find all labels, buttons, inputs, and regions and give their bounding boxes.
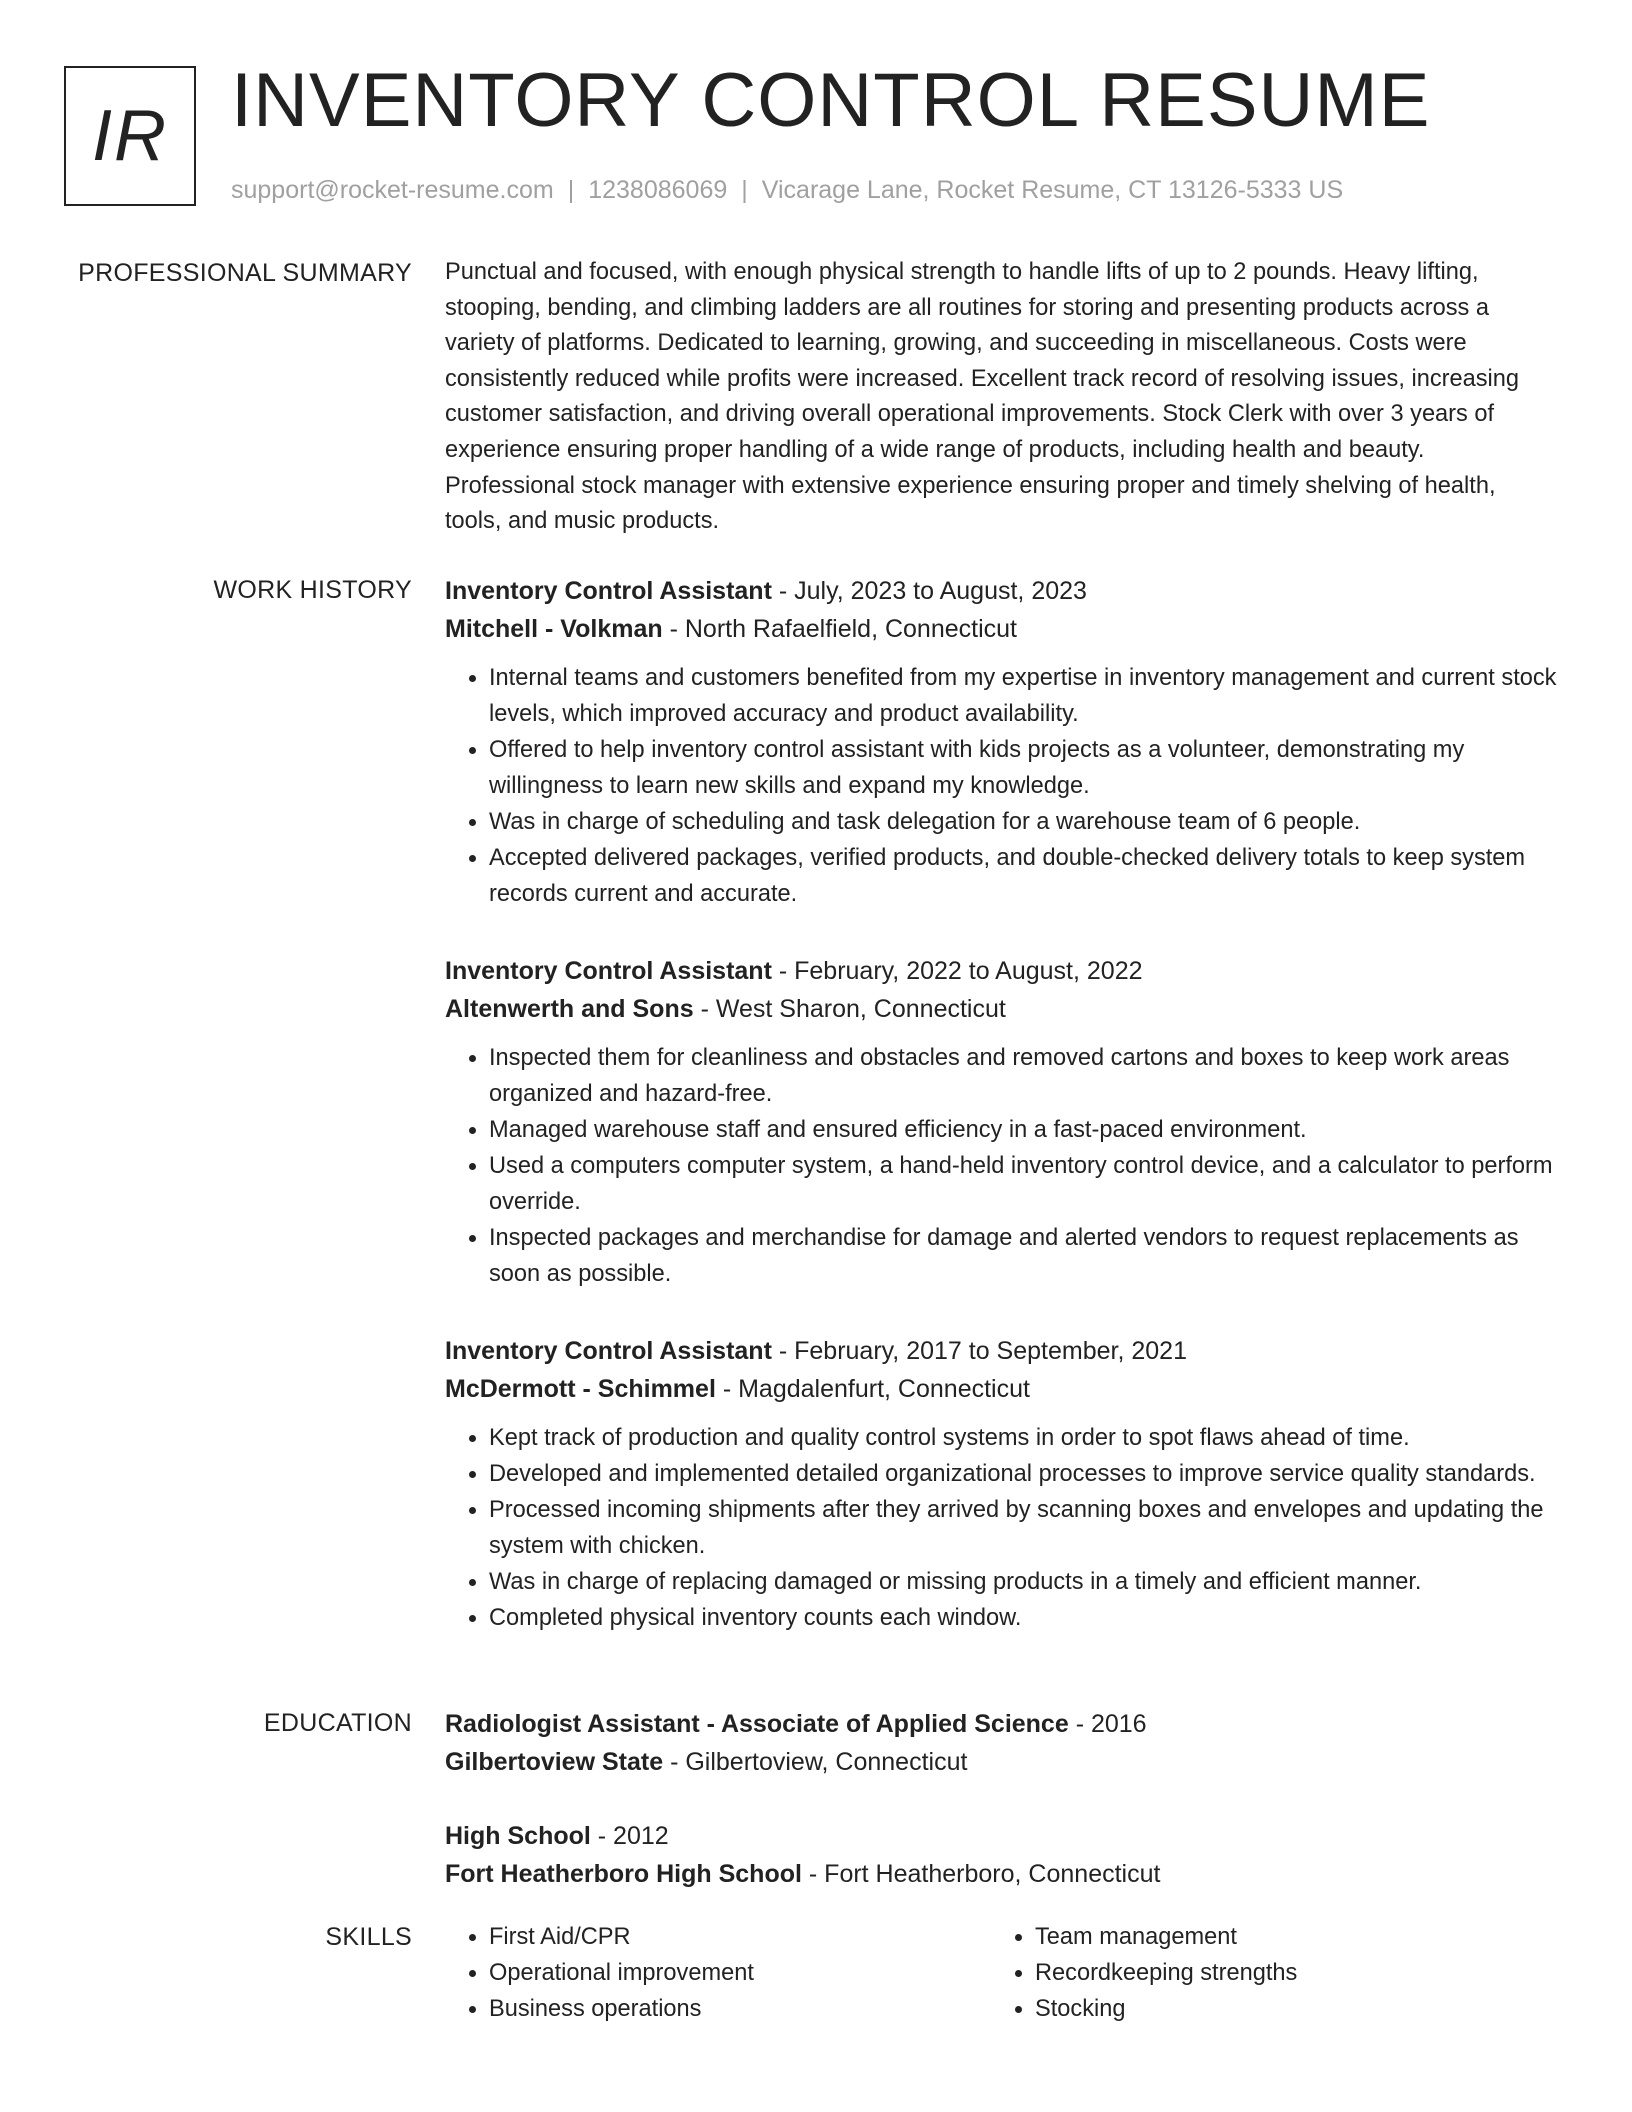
job-title-line [445, 952, 1557, 990]
contact-line [231, 174, 1343, 206]
job-bullet: • Inspected them for cleanliness and obstacles and removed cartons and boxes to keep work areas organized and hazard-free. [489, 1040, 1557, 1112]
job-bullet: • Developed and implemented detailed organizational processes to improve service quality standards. [489, 1456, 1557, 1492]
skill-item: • Business operations [489, 1991, 991, 2027]
skill-item: • Recordkeeping strengths [1035, 1955, 1537, 1991]
job-role: Inventory Control Assistant [445, 957, 772, 985]
job-bullet: • Managed warehouse staff and ensured efficiency in a fast-paced environment. [489, 1112, 1557, 1148]
education-school-line [445, 1743, 1557, 1781]
job-entry [445, 572, 1557, 912]
job-dates: - July, 2023 to August, 2023 [771, 577, 1087, 605]
education-degree: High School [445, 1822, 591, 1850]
job-title-line [445, 1332, 1557, 1370]
job-location: - Magdalenfurt, Connecticut [715, 1375, 1030, 1403]
job-company-line [445, 610, 1557, 648]
contact-phone: 1238086069 [588, 176, 728, 204]
education-list [445, 1705, 1557, 1929]
work-history-list [445, 572, 1557, 1676]
education-school: Gilbertoview State [445, 1748, 664, 1776]
job-dates: - February, 2022 to August, 2022 [771, 957, 1143, 985]
education-degree: Radiologist Assistant - Associate of Applied Science [445, 1710, 1069, 1738]
education-degree-line [445, 1817, 1557, 1855]
job-company-line [445, 990, 1557, 1028]
resume-title: INVENTORY CONTROL RESUME [231, 58, 1431, 143]
summary-text: Punctual and focused, with enough physical strength to handle lifts of up to 2 pounds. Heavy lifting, stooping, bending, and climbing ladders are all routines for storing and presenting products across a variety of platforms. Dedicated to learning, growing, and succeeding in miscellaneous. Costs were consistently reduced while profits were increased. Excellent track record of resolving issues, increasing customer satisfaction, and driving overall operational improvements. Stock Clerk with over 3 years of experience ensuring proper handling of a wide range of products, including health and beauty. Professional stock manager with extensive experience ensuring proper and timely shelving of health, tools, and music products. [445, 259, 1520, 535]
education-year: - 2012 [590, 1822, 669, 1850]
job-bullets [445, 1040, 1557, 1292]
skill-item: • First Aid/CPR [489, 1919, 991, 1955]
skill-item: • Team management [1035, 1919, 1537, 1955]
skills-grid [445, 1919, 1557, 2027]
job-bullet: • Completed physical inventory counts each window. [489, 1600, 1557, 1636]
job-title-line [445, 572, 1557, 610]
job-location: - North Rafaelfield, Connecticut [662, 615, 1017, 643]
job-company: Altenwerth and Sons [445, 995, 694, 1023]
job-bullets [445, 660, 1557, 912]
education-heading: EDUCATION [263, 1709, 412, 1737]
education-location: - Gilbertoview, Connecticut [663, 1748, 968, 1776]
contact-separator: | [741, 176, 748, 204]
job-location: - West Sharon, Connecticut [693, 995, 1006, 1023]
work-history-heading: WORK HISTORY [213, 576, 412, 604]
job-bullet: • Used a computers computer system, a hand-held inventory control device, and a calculator to perform override. [489, 1148, 1557, 1220]
summary-heading: PROFESSIONAL SUMMARY [78, 259, 412, 287]
monogram-logo [64, 66, 196, 206]
job-bullets [445, 1420, 1557, 1636]
job-company: Mitchell - Volkman [445, 615, 663, 643]
job-role: Inventory Control Assistant [445, 577, 772, 605]
job-bullet: • Offered to help inventory control assistant with kids projects as a volunteer, demonstrating my willingness to learn new skills and expand my knowledge. [489, 732, 1557, 804]
education-school: Fort Heatherboro High School [445, 1860, 802, 1888]
skills-column-right [991, 1919, 1537, 2027]
job-entry [445, 1332, 1557, 1636]
job-role: Inventory Control Assistant [445, 1337, 772, 1365]
contact-separator: | [567, 176, 575, 204]
contact-address: Vicarage Lane, Rocket Resume, CT 13126-5333 US [761, 176, 1344, 204]
skills-heading: SKILLS [325, 1923, 412, 1951]
job-bullet: • Kept track of production and quality control systems in order to spot flaws ahead of time. [489, 1420, 1557, 1456]
job-bullet: • Processed incoming shipments after they arrived by scanning boxes and envelopes and updating the system with chicken. [489, 1492, 1557, 1564]
job-bullet: • Accepted delivered packages, verified products, and double-checked delivery totals to keep system records current and accurate. [489, 840, 1557, 912]
education-year: - 2016 [1068, 1710, 1147, 1738]
monogram-initials: IR [92, 96, 168, 176]
education-entry [445, 1705, 1557, 1781]
skill-item: • Operational improvement [489, 1955, 991, 1991]
education-school-line [445, 1855, 1557, 1893]
job-company: McDermott - Schimmel [445, 1375, 716, 1403]
job-bullet: • Was in charge of replacing damaged or missing products in a timely and efficient manner. [489, 1564, 1557, 1600]
contact-email: support@rocket-resume.com [231, 176, 554, 204]
skill-item: • Stocking [1035, 1991, 1537, 2027]
skills-column-left [445, 1919, 991, 2027]
job-company-line [445, 1370, 1557, 1408]
education-location: - Fort Heatherboro, Connecticut [801, 1860, 1161, 1888]
education-entry [445, 1817, 1557, 1893]
education-degree-line [445, 1705, 1557, 1743]
job-bullet: • Internal teams and customers benefited from my expertise in inventory management and current stock levels, which improved accuracy and product availability. [489, 660, 1557, 732]
job-bullet: • Inspected packages and merchandise for damage and alerted vendors to request replacements as soon as possible. [489, 1220, 1557, 1292]
job-dates: - February, 2017 to September, 2021 [771, 1337, 1187, 1365]
job-entry [445, 952, 1557, 1292]
job-bullet: • Was in charge of scheduling and task delegation for a warehouse team of 6 people. [489, 804, 1557, 840]
